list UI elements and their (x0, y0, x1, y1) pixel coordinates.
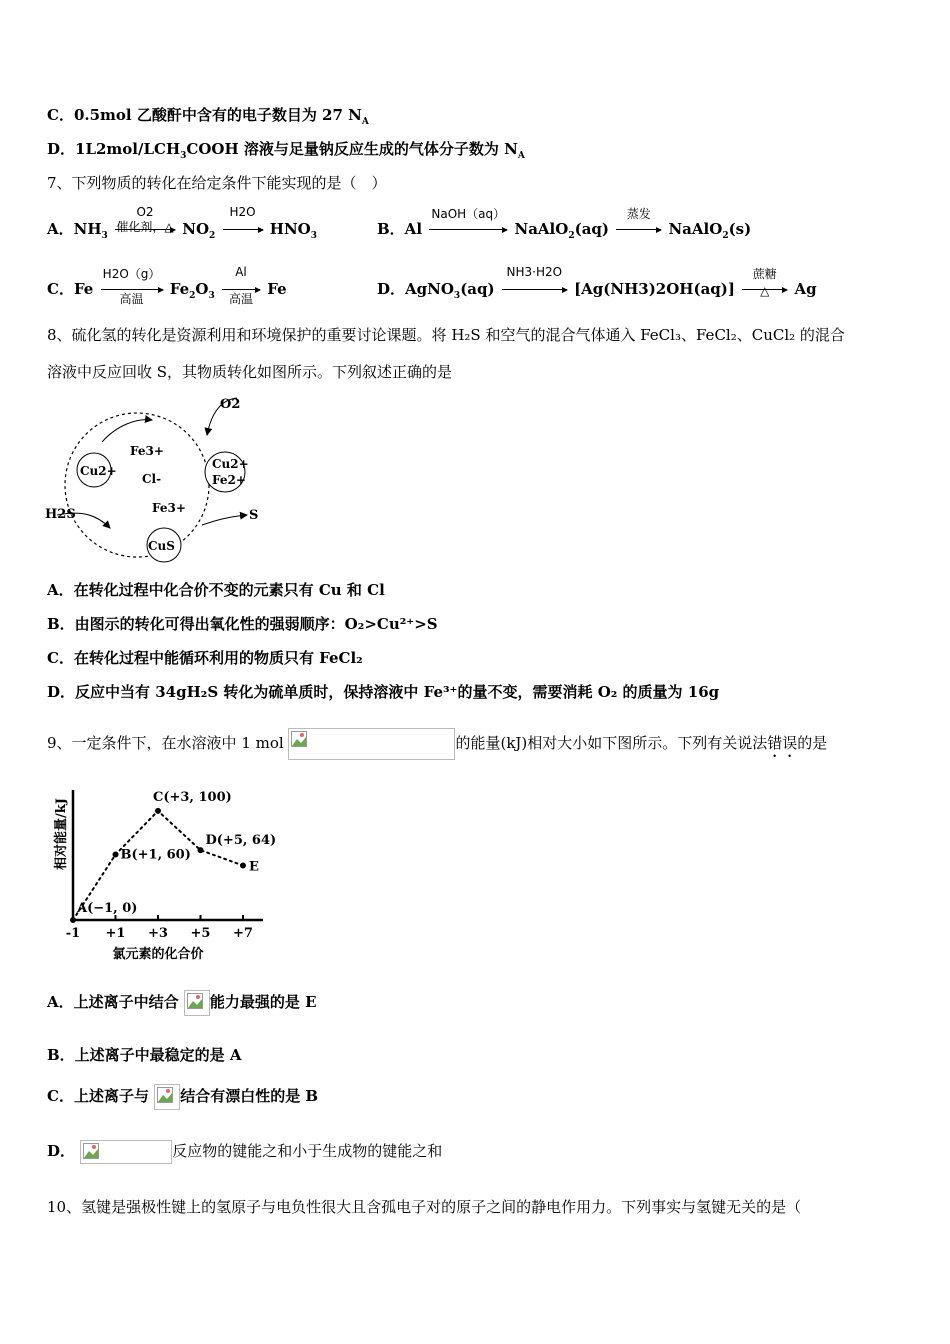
x-axis-label: 氯元素的化合价 (112, 947, 204, 962)
data-point (198, 847, 204, 853)
s-arrow (202, 515, 247, 525)
x-tick-label: +5 (190, 926, 211, 941)
cus-label: CuS (148, 539, 175, 553)
q9-option-d: D． 反应物的键能之和小于生成物的键能之和 (47, 1140, 442, 1164)
x-tick-label: +1 (105, 926, 126, 941)
h2s-label: H2S (45, 507, 76, 522)
cu2-label: Cu2+ (80, 464, 117, 478)
data-label: E (249, 859, 259, 875)
q8-option-b: B．由图示的转化可得出氧化性的强弱顺序：O₂>Cu²⁺>S (47, 615, 438, 633)
broken-image-icon (80, 1140, 172, 1164)
cl-label: Cl- (142, 472, 162, 486)
data-point (240, 862, 246, 868)
option-c-prev: C．0.5mol 乙酸酐中含有的电子数目为 27 $N_A$ (47, 106, 369, 127)
s-label: S (249, 508, 259, 523)
data-point (155, 808, 161, 814)
q8-stem-1: 8、硫化氢的转化是资源利用和环境保护的重要讨论课题。将 H₂S 和空气的混合气体通入 FeCl₃、FeCl₂、CuCl₂ 的混合 (47, 326, 845, 344)
q7-option-c: C．Fe H2O（g） 高温 $Fe_2O_3$ Al 高温 Fe (47, 265, 287, 306)
q8-option-c: C．在转化过程中能循环利用的物质只有 FeCl₂ (47, 649, 363, 667)
q7-option-a: A．$NH_3$ O2 催化剂，△ $NO_2$ H2O $HNO_3$ (47, 205, 317, 241)
q9-option-b: B．上述离子中最稳定的是 A (47, 1046, 242, 1064)
option-d-prev: D．$1L2mol/LCH_3COOH$ 溶液与足量钠反应生成的气体分子数为 $N_A$ (47, 140, 525, 161)
data-point (113, 852, 119, 858)
x-tick-label: -1 (65, 926, 81, 941)
data-label: C(+3, 100) (153, 789, 232, 805)
q8-option-d: D．反应中当有 34gH₂S 转化为硫单质时，保持溶液中 Fe³⁺的量不变，需要消耗 O₂ 的质量为 16g (47, 683, 720, 701)
q9-option-c: C．上述离子与 结合有漂白性的是 B (47, 1084, 318, 1110)
q7-option-d: D．AgNO$_3$(aq) NH3·H2O [Ag(NH3)2OH(aq)] 蔗糖 △ Ag (377, 265, 817, 301)
q8-option-a: A．在转化过程中化合价不变的元素只有 Cu 和 Cl (47, 581, 385, 599)
broken-image-icon (184, 990, 210, 1016)
q8-stem-2: 溶液中反应回收 S，其物质转化如图所示。下列叙述正确的是 (47, 363, 453, 381)
q10-stem: 10、氢键是强极性键上的氢原子与电负性很大且含孤电子对的原子之间的静电作用力。下列事实与氢键无关的是（ (47, 1198, 802, 1216)
q9-stem: 9、一定条件下，在水溶液中 1 mol 的能量(kJ)相对大小如下图所示。下列有关说法错误的是 (47, 728, 827, 761)
q8-cycle-diagram (42, 390, 272, 570)
x-tick-label: +3 (148, 926, 168, 941)
q7-option-b: B．Al NaOH（aq） NaAlO$_2$(aq) 蒸发 NaAlO$_2$(s) (377, 207, 752, 241)
o2-label: O2 (220, 397, 241, 412)
data-label: B(+1, 60) (120, 847, 191, 863)
cu2-right-label: Cu2+ (212, 457, 249, 471)
fe3-top-label: Fe3+ (130, 444, 164, 458)
fe2-right-label: Fe2+ (212, 473, 246, 487)
q7-stem: 7、下列物质的转化在给定条件下能实现的是（ ） (47, 174, 387, 192)
q9-option-a: A．上述离子中结合 能力最强的是 E (47, 990, 317, 1016)
fe3-bottom-label: Fe3+ (152, 501, 186, 515)
data-label: D(+5, 64) (205, 833, 277, 849)
fe3-arrow-top (102, 420, 152, 442)
broken-image-icon (154, 1084, 180, 1110)
broken-image-icon (288, 728, 455, 760)
data-point (70, 917, 76, 923)
data-label: A(−1, 0) (77, 901, 138, 916)
y-axis-label: 相对能量/kJ (54, 798, 69, 870)
q9-energy-chart (48, 780, 283, 970)
x-tick-label: +7 (233, 926, 253, 941)
